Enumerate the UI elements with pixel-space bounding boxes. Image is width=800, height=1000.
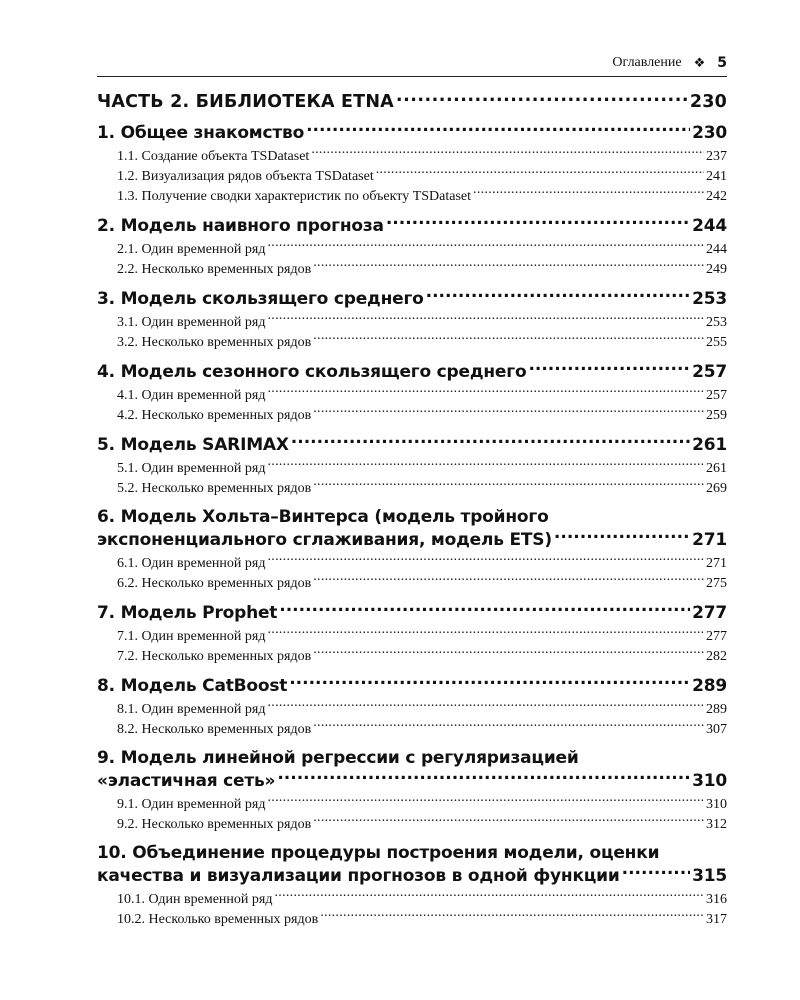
section-title: 6.1. Один временной ряд [117,555,266,571]
leader-dots [267,626,704,640]
section-page: 317 [706,911,727,927]
leader-dots [267,794,704,808]
leader-dots [267,385,704,399]
chapter-entry [97,360,727,425]
leader-dots [291,433,690,450]
leader-dots [313,332,704,346]
section-title: 2.1. Один временной ряд [117,241,266,257]
chapter-list [97,121,727,929]
section-page: 312 [706,816,727,832]
section-entry[interactable] [97,146,727,166]
section-title: 3.1. Один временной ряд [117,314,266,330]
section-entry[interactable] [97,312,727,332]
leader-dots [426,287,690,304]
section-page: 255 [706,334,727,350]
part-title: ЧАСТЬ 2. БИБЛИОТЕКА ETNA [97,91,394,112]
section-entry[interactable] [97,646,727,666]
chapter-title-block[interactable] [97,747,727,792]
section-entry[interactable] [97,699,727,719]
leader-dots [554,528,690,545]
leader-dots [313,405,704,419]
leader-dots [313,478,704,492]
leader-dots [622,864,691,881]
page-number: 5 [717,55,727,71]
leader-dots [396,89,688,107]
leader-dots [311,146,704,160]
chapter-entry [97,747,727,834]
leader-dots [274,889,704,903]
section-entry[interactable] [97,332,727,352]
chapter-row [97,864,727,887]
section-entry[interactable] [97,814,727,834]
chapter-page: 253 [692,288,727,309]
section-entry[interactable] [97,553,727,573]
section-page: 261 [706,460,727,476]
chapter-title-block[interactable] [97,433,727,456]
section-title: 10.1. Один временной ряд [117,891,273,907]
section-list [97,312,727,352]
section-list [97,889,727,929]
section-page: 316 [706,891,727,907]
chapter-row [97,121,727,144]
chapter-title-block[interactable] [97,360,727,383]
leader-dots [313,719,704,733]
section-title: 6.2. Несколько временных рядов [117,575,312,591]
chapter-entry [97,601,727,666]
chapter-title: 1. Общее знакомство [97,122,305,143]
section-list [97,553,727,593]
leader-dots [376,166,704,180]
chapter-page: 257 [692,361,727,382]
chapter-page: 230 [692,122,727,143]
chapter-title-line1: 6. Модель Хольта–Винтерса (модель тройного [97,506,549,527]
section-title: 4.2. Несколько временных рядов [117,407,312,423]
running-head-title: Оглавление [612,55,682,70]
section-page: 307 [706,721,727,737]
chapter-entry [97,506,727,593]
chapter-page: 277 [692,602,727,623]
leader-dots [267,699,704,713]
section-page: 275 [706,575,727,591]
chapter-page: 315 [692,865,727,886]
chapter-page: 244 [692,215,727,236]
section-entry[interactable] [97,458,727,478]
section-page: 257 [706,387,727,403]
section-page: 271 [706,555,727,571]
chapter-title: 3. Модель скользящего среднего [97,288,424,309]
chapter-entry [97,674,727,739]
leader-dots [528,360,690,377]
section-list [97,146,727,206]
section-entry[interactable] [97,909,727,929]
chapter-title-line1: 9. Модель линейной регрессии с регуляризацией [97,747,579,768]
section-list [97,626,727,666]
section-title: 4.1. Один временной ряд [117,387,266,403]
section-entry[interactable] [97,719,727,739]
section-page: 277 [706,628,727,644]
ornament-icon: ❖ [693,55,706,70]
chapter-row [97,674,727,697]
section-page: 282 [706,648,727,664]
leader-dots [473,186,704,200]
chapter-title: 2. Модель наивного прогноза [97,215,384,236]
chapter-row [97,287,727,310]
section-title: 1.2. Визуализация рядов объекта TSDataset [117,168,374,184]
section-page: 289 [706,701,727,717]
section-entry[interactable] [97,478,727,498]
leader-dots [313,573,704,587]
section-title: 8.2. Несколько временных рядов [117,721,312,737]
chapter-title-block[interactable] [97,121,727,144]
section-page: 253 [706,314,727,330]
chapter-row [97,769,727,792]
chapter-title: экспоненциального сглаживания, модель ETS) [97,529,552,550]
section-page: 241 [706,168,727,184]
leader-dots [313,259,704,273]
section-title: 9.2. Несколько временных рядов [117,816,312,832]
leader-dots [267,458,704,472]
toc-page [97,52,727,937]
section-entry[interactable] [97,186,727,206]
chapter-title-line1: 10. Объединение процедуры построения модели, оценки [97,842,660,863]
section-title: 7.2. Несколько временных рядов [117,648,312,664]
part-page: 230 [689,91,727,112]
leader-dots [386,214,690,231]
leader-dots [267,553,704,567]
chapter-title-block[interactable] [97,287,727,310]
section-page: 249 [706,261,727,277]
section-list [97,239,727,279]
section-entry[interactable] [97,889,727,909]
section-title: 5.2. Несколько временных рядов [117,480,312,496]
section-list [97,385,727,425]
section-page: 242 [706,188,727,204]
section-entry[interactable] [97,385,727,405]
leader-dots [267,312,704,326]
section-title: 2.2. Несколько временных рядов [117,261,312,277]
chapter-title-block[interactable] [97,601,727,624]
section-list [97,794,727,834]
section-entry[interactable] [97,405,727,425]
section-title: 3.2. Несколько временных рядов [117,334,312,350]
chapter-title-block[interactable] [97,506,727,551]
section-entry[interactable] [97,166,727,186]
chapter-title-block[interactable] [97,214,727,237]
leader-dots [306,121,690,138]
chapter-row [97,433,727,456]
section-title: 7.1. Один временной ряд [117,628,266,644]
chapter-title: 8. Модель CatBoost [97,675,288,696]
chapter-title-block[interactable] [97,842,727,887]
chapter-page: 310 [692,770,727,791]
section-list [97,458,727,498]
section-title: 10.2. Несколько временных рядов [117,911,319,927]
leader-dots [313,646,704,660]
chapter-page: 261 [692,434,727,455]
chapter-row [97,214,727,237]
section-entry[interactable] [97,573,727,593]
part-entry[interactable] [97,89,727,112]
leader-dots [313,814,704,828]
chapter-entry [97,214,727,279]
section-entry[interactable] [97,794,727,814]
chapter-row [97,601,727,624]
chapter-title-block[interactable] [97,674,727,697]
section-entry[interactable] [97,626,727,646]
section-title: 8.1. Один временной ряд [117,701,266,717]
chapter-row [97,528,727,551]
leader-dots [289,674,690,691]
section-entry[interactable] [97,259,727,279]
chapter-entry [97,287,727,352]
chapter-title: качества и визуализации прогнозов в одной функции [97,865,620,886]
chapter-title: 7. Модель Prophet [97,602,278,623]
section-title: 1.3. Получение сводки характеристик по объекту TSDataset [117,188,472,204]
section-page: 310 [706,796,727,812]
leader-dots [279,601,690,618]
section-page: 237 [706,148,727,164]
section-list [97,699,727,739]
section-title: 9.1. Один временной ряд [117,796,266,812]
section-page: 244 [706,241,727,257]
running-head [97,52,727,77]
section-page: 269 [706,480,727,496]
chapter-entry [97,121,727,206]
section-title: 1.1. Создание объекта TSDataset [117,148,310,164]
chapter-entry [97,433,727,498]
leader-dots [320,909,704,923]
leader-dots [267,239,704,253]
chapter-entry [97,842,727,929]
chapter-title: «эластичная сеть» [97,770,276,791]
table-of-contents [97,89,727,929]
section-title: 5.1. Один временной ряд [117,460,266,476]
leader-dots [277,769,690,786]
chapter-title: 4. Модель сезонного скользящего среднего [97,361,527,382]
chapter-page: 289 [692,675,727,696]
section-page: 259 [706,407,727,423]
chapter-title: 5. Модель SARIMAX [97,434,289,455]
chapter-page: 271 [692,529,727,550]
chapter-row [97,360,727,383]
section-entry[interactable] [97,239,727,259]
